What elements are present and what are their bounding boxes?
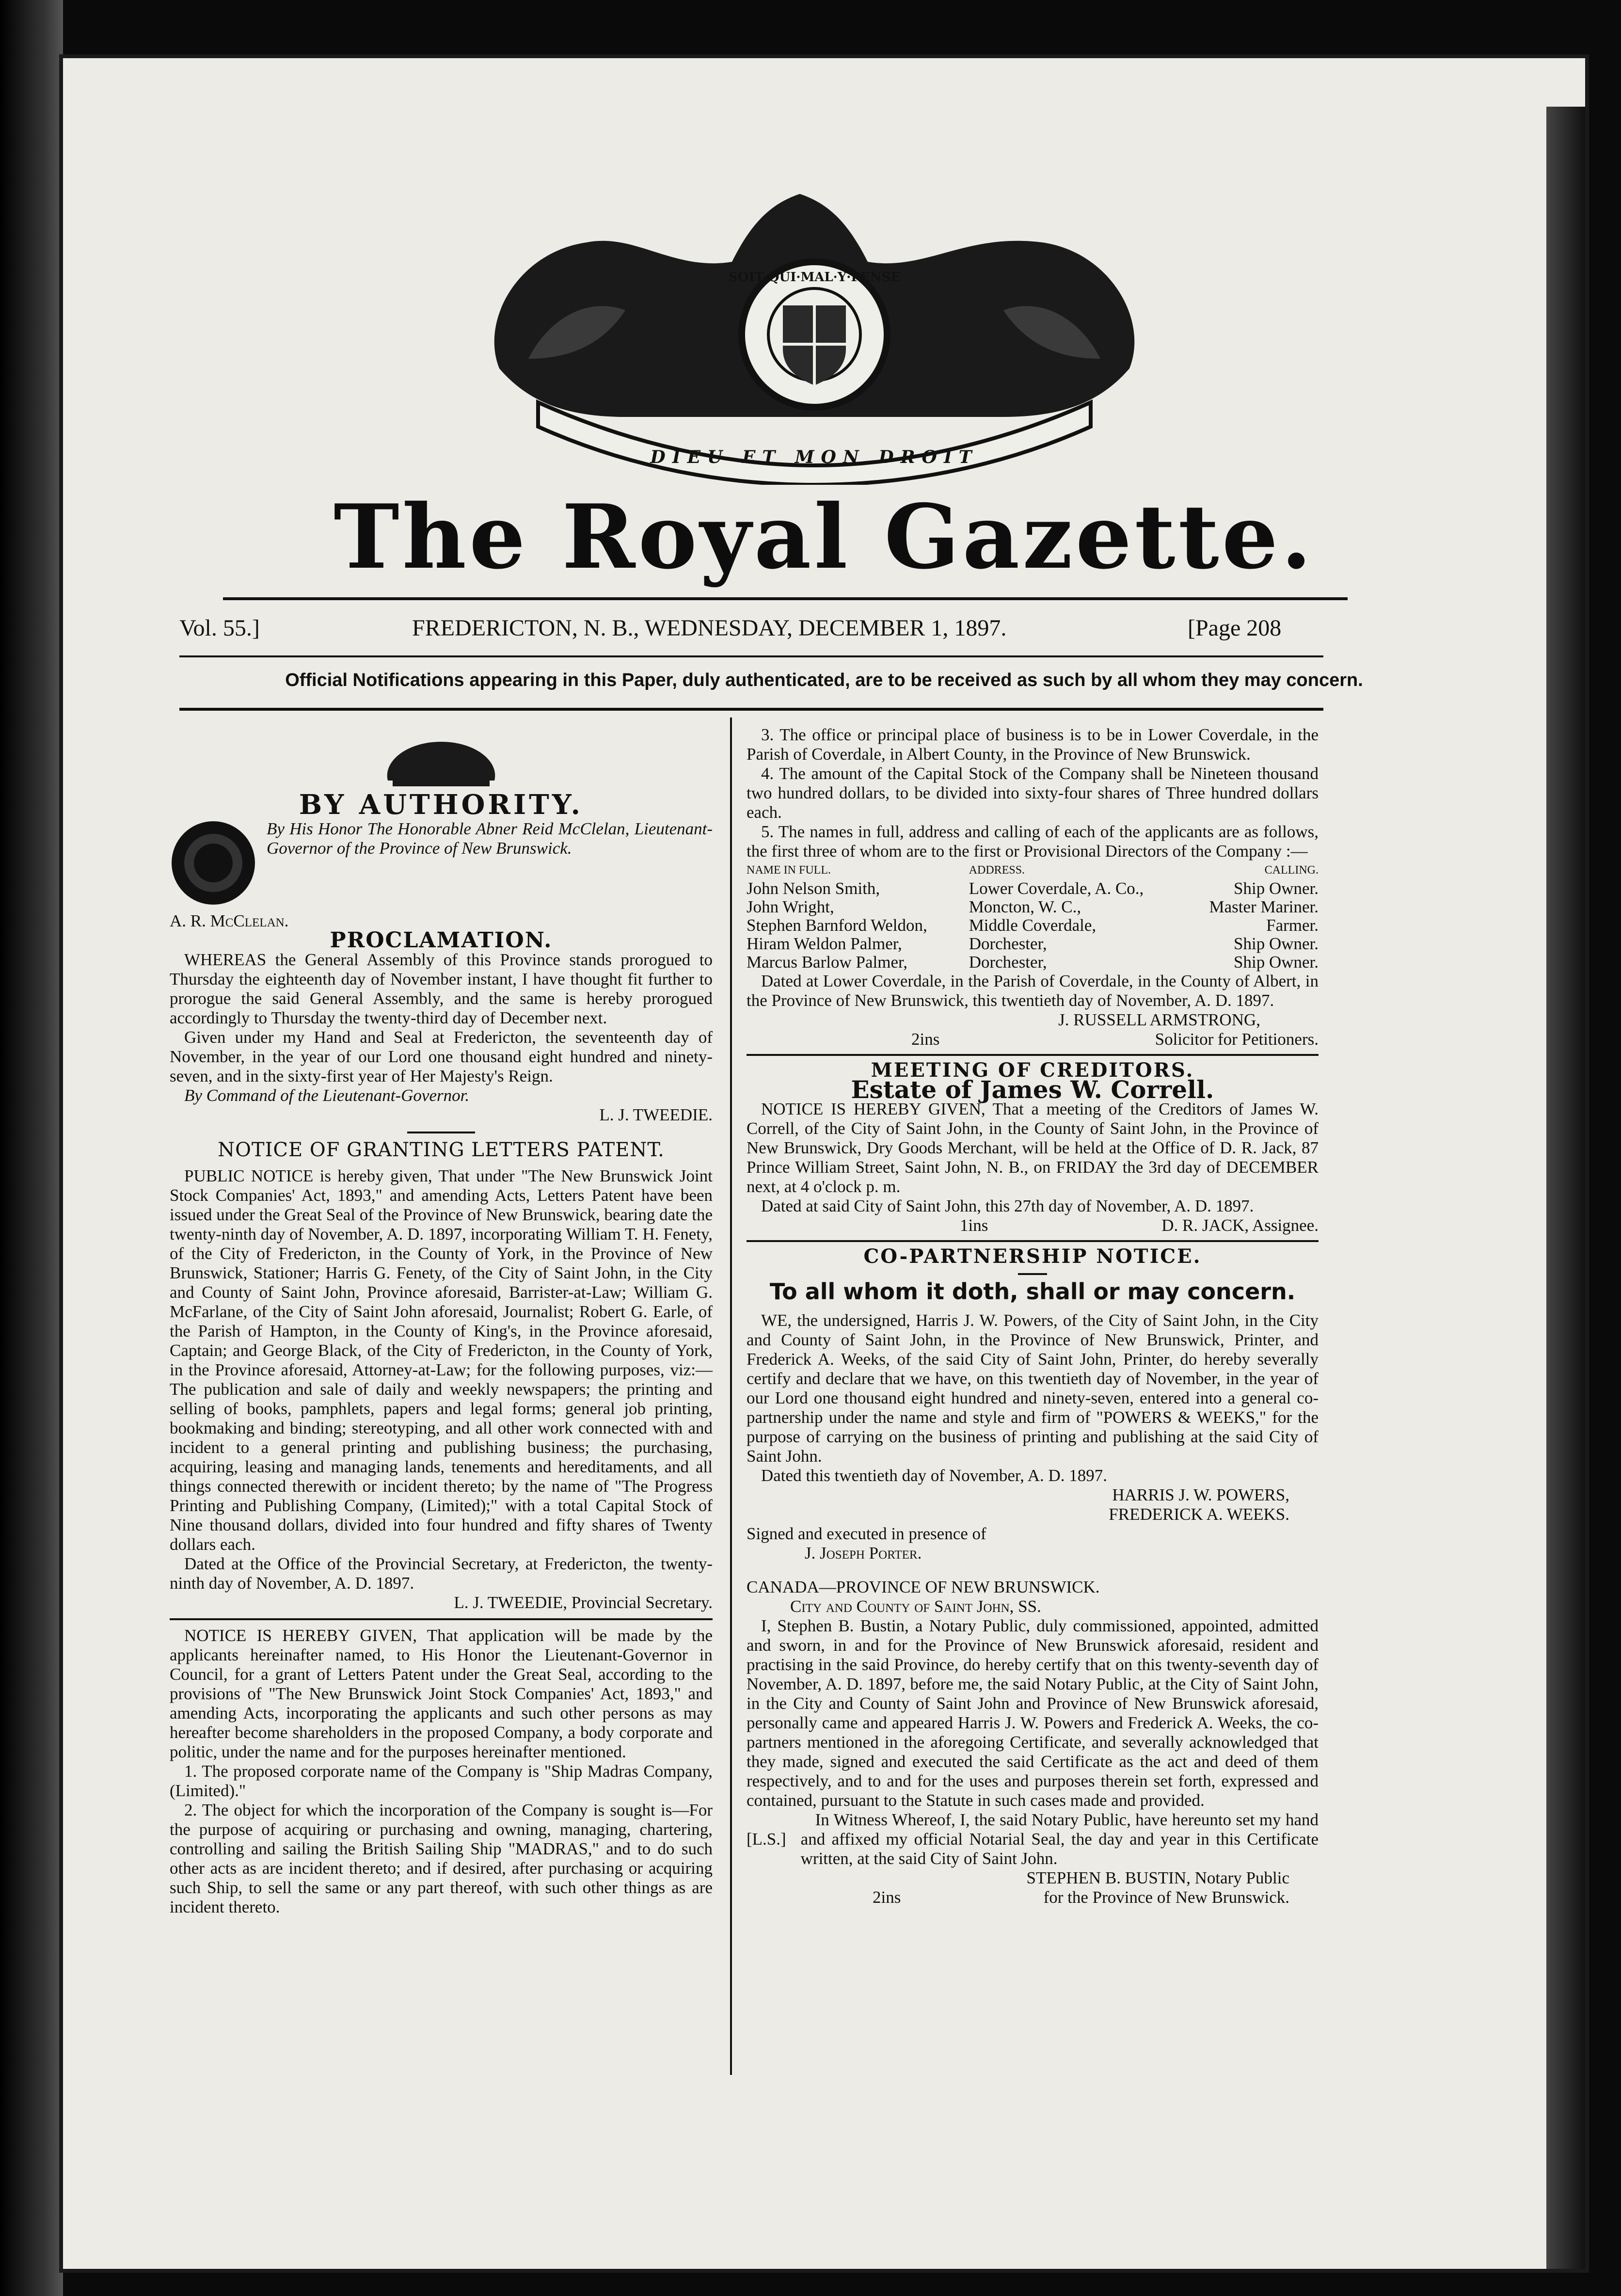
section-divider [1018, 1273, 1047, 1275]
table-cell: Marcus Barlow Palmer, [747, 953, 907, 972]
garter-motto: SOIT·QUI·MAL·Y·PENSE [728, 270, 901, 285]
applicants-table [747, 861, 1319, 972]
table-cell: Dorchester, [969, 953, 1047, 972]
ribbon-motto: DIEU ET MON DROIT [650, 447, 979, 467]
application-item-2: 2. The object for which the incorporation of the Company is sought is—For the purpose of acquiring or purchasing and owning, managing, chartering, controlling and sailing the British Sailing Ship "MADRAS," and to do such other acts as are incident thereto; and if desired, after purchasing or acquiring such Ship, to sell the same or any part thereof, with such other things as are incident thereto. [170, 1801, 713, 1916]
letters-patent-dated: Dated at the Office of the Provincial Secretary, at Fredericton, the twenty-ninth day of November, A. D. 1897. [170, 1554, 713, 1593]
book-binding [0, 0, 63, 2296]
table-cell: Middle Coverdale, [969, 916, 1097, 935]
official-seal-icon [170, 819, 257, 907]
copartnership-dated: Dated this twentieth day of November, A. D. 1897. [761, 1466, 1108, 1485]
header-rule-top [223, 597, 1348, 600]
copartnership-heading: CO-PARTNERSHIP NOTICE. [863, 1245, 1202, 1268]
application-item-5: 5. The names in full, address and calling of each of the applicants are as follows, the first three of whom are to the first or Provisional Directors of the Company :— [747, 822, 1319, 861]
insertions-count: 2ins [873, 1888, 901, 1907]
by-authority-heading: BY AUTHORITY. [299, 789, 584, 821]
notary-province: for the Province of New Brunswick. [1043, 1888, 1289, 1907]
left-column [170, 732, 713, 1917]
application-item-3: 3. The office or principal place of business is to be in Lower Coverdale, in the Parish of Coverdale, in Albert County, in the Province of New Brunswick. [747, 725, 1319, 764]
provincial-secretary-signature: L. J. TWEEDIE, Provincial Secretary. [454, 1593, 713, 1612]
lieutenant-governor-line: By His Honor The Honorable Abner Reid McClelan, Lieutenant-Governor of the Province of New Brunswick. [267, 819, 713, 858]
in-witness-text: In Witness Whereof, I, the said Notary Public, have hereunto set my hand and affixed my official Notarial Seal, the day and year in this Certificate written, at the said City of Saint John. [800, 1810, 1319, 1868]
header-rule-bottom [179, 708, 1323, 711]
table-row [747, 953, 1319, 972]
column-divider [730, 718, 732, 2075]
tweedie-signature: L. J. TWEEDIE. [599, 1105, 713, 1124]
table-cell: Ship Owner. [1234, 934, 1319, 953]
witness-porter: J. Joseph Porter. [805, 1544, 922, 1563]
volume-number: Vol. 55.] [179, 615, 260, 641]
section-rule [747, 1240, 1319, 1242]
royal-coat-of-arms-icon [461, 175, 1168, 485]
powers-signature: HARRIS J. W. POWERS, [1112, 1485, 1289, 1504]
application-notice-text: NOTICE IS HEREBY GIVEN, That application will be made by the applicants hereinafter named, to His Honor the Lieutenant-Governor in Council, for a grant of Letters Patent under the Great Seal, according to the provisions of "The New Brunswick Joint Stock Companies' Act, 1893," and amending Acts, incorporating the applicants and such other persons as may hereafter become shareholders in the proposed Company, a body corporate and politic, under the name and for the purposes hereinafter mentioned. [170, 1626, 713, 1761]
page-number: [Page 208 [1188, 615, 1282, 641]
table-cell: John Wright, [747, 897, 834, 916]
creditors-dated: Dated at said City of Saint John, this 27th day of November, A. D. 1897. [761, 1196, 1254, 1215]
by-command: By Command of the Lieutenant-Governor. [184, 1086, 470, 1105]
proclamation-text: WHEREAS the General Assembly of this Province stands prorogued to Thursday the eighteenth day of November instant, I have thought fit further to prorogue the said General Assembly, and the same is hereby prorogued accordingly to Thursday the twenty-third day of December next. [170, 950, 713, 1027]
crown-emblem-icon [378, 732, 504, 790]
table-cell: Master Mariner. [1209, 897, 1319, 916]
estate-heading: Estate of James W. Correll. [851, 1075, 1214, 1104]
legal-seal-mark: [L.S.] [747, 1830, 786, 1849]
page-edge [1546, 107, 1585, 2269]
table-cell: Moncton, W. C., [969, 897, 1081, 916]
section-rule [747, 1054, 1319, 1056]
letters-patent-heading: NOTICE OF GRANTING LETTERS PATENT. [218, 1139, 665, 1161]
letters-patent-text: PUBLIC NOTICE is hereby given, That under "The New Brunswick Joint Stock Companies' Act, 1893," and amending Acts, Letters Patent have been issued under the Great Seal of the Province of New Brunswick, bearing date the twenty-ninth day of November, A. D. 1897, incorporating William T. H. Fenety, of the City of Fredericton, in the County of York, in the Province of New Brunswick, Stationer; Harris G. Fenety, of the City of Saint John, in the City and County of Saint John, Province aforesaid, Barrister-at-Law; William G. McFarlane, of the City of Saint John aforesaid, Journalist; Robert G. Earle, of the Parish of Hampton, in the County of King's, in the Province aforesaid, Captain; and George Black, of the City of Fredericton, in the County of York, in the Province aforesaid, Attorney-at-Law; for the following purposes, viz:—The publication and sale of daily and weekly newspapers; the printing and selling of books, pamphlets, papers and legal forms; general job printing, bookmaking and binding; stereotyping, and all other work connected with and incident to a general printing and publishing business; the purchasing, acquiring, leasing and managing lands, tenements and hereditaments, and all things connected therewith or incident thereto; by the name of "The Progress Printing and Publishing Company, (Limited);" with a total Capital Stock of Nine thousand dollars, divided into four hundred and fifty shares of Twenty dollars each. [170, 1166, 713, 1554]
table-header: NAME IN FULL. [747, 864, 831, 877]
table-header: CALLING. [1264, 864, 1319, 877]
table-cell: John Nelson Smith, [747, 879, 880, 898]
canada-province-heading: CANADA—PROVINCE OF NEW BRUNSWICK. [747, 1578, 1100, 1596]
copartnership-text: WE, the undersigned, Harris J. W. Powers, of the City of Saint John, in the City and County of Saint John, in the Province of New Brunswick, Printer, and Frederick A. Weeks, of the said City of Saint John, Printer, do hereby severally certify and declare that we have, on this twentieth day of November, in the year of our Lord one thousand eight hundred and ninety-seven, entered into a general co-partnership under the name and style and firm of "POWERS & WEEKS," for the purpose of carrying on the business of printing and publishing at the said City of Saint John. [747, 1311, 1319, 1466]
insertions-count: 1ins [960, 1216, 988, 1235]
notary-certificate-text: I, Stephen B. Bustin, a Notary Public, duly commissioned, appointed, admitted and sworn, in and for the Province of New Brunswick aforesaid, resident and practising in the said Province, do hereby certify that on this twenty-seventh day of November, A. D. 1897, before me, the said Notary Public, at the City of Saint John, in the City and County of Saint John and Province of New Brunswick aforesaid, personally came and appeared Harris J. W. Powers and Frederick A. Weeks, the co-partners mentioned in the aforegoing Certificate, and severally acknowledged that they made, signed and executed the said Certificate as the act and deed of them respectively, and to and for the uses and purposes therein set forth, expressed and contained, pursuant to the Statute in such cases made and provided. [747, 1616, 1319, 1810]
table-cell: Dorchester, [969, 934, 1047, 953]
table-cell: Ship Owner. [1234, 879, 1319, 898]
table-cell: Farmer. [1266, 916, 1319, 935]
application-item-1: 1. The proposed corporate name of the Company is "Ship Madras Company, (Limited)." [170, 1762, 713, 1800]
solicitor-title: Solicitor for Petitioners. [1155, 1030, 1319, 1049]
section-divider [407, 1132, 475, 1133]
concern-heading: To all whom it doth, shall or may concern. [769, 1278, 1296, 1305]
table-cell: Hiram Weldon Palmer, [747, 934, 902, 953]
gazette-page [63, 58, 1585, 2269]
table-row [747, 879, 1319, 898]
table-row [747, 898, 1319, 916]
proclamation-heading: PROCLAMATION. [330, 928, 553, 953]
dateline: FREDERICTON, N. B., WEDNESDAY, DECEMBER 1, 1897. [412, 615, 1007, 641]
header-rule-mid [179, 655, 1323, 657]
city-county-line: City and County of Saint John, SS. [790, 1597, 1041, 1616]
application-item-4: 4. The amount of the Capital Stock of the Company shall be Nineteen thousand two hundred dollars, to be divided into sixty-four shares of Three hundred dollars each. [747, 764, 1319, 822]
armstrong-signature: J. RUSSELL ARMSTRONG, [1058, 1010, 1260, 1029]
table-header: ADDRESS. [969, 864, 1025, 877]
table-cell: Ship Owner. [1234, 953, 1319, 972]
weeks-signature: FREDERICK A. WEEKS. [1109, 1505, 1289, 1524]
creditors-notice-text: NOTICE IS HEREBY GIVEN, That a meeting of the Creditors of James W. Correll, of the City of Saint John, in the County of Saint John, in the Province of New Brunswick, Dry Goods Merchant, will be held at the Office of D. R. Jack, 87 Prince William Street, Saint John, N. B., on FRIDAY the 3rd day of DECEMBER next, at 4 o'clock p. m. [747, 1100, 1319, 1196]
notary-signature: STEPHEN B. BUSTIN, Notary Public [1026, 1868, 1289, 1887]
table-row [747, 916, 1319, 935]
signed-in-presence: Signed and executed in presence of [747, 1524, 986, 1543]
newspaper-title: The Royal Gazette. [334, 485, 1315, 589]
proclamation-given: Given under my Hand and Seal at Fredericton, the seventeenth day of November, in the year of our Lord one thousand eight hundred and ninety-seven, and in the sixty-first year of Her Majesty's Reign. [170, 1028, 713, 1085]
meeting-of-creditors-heading: MEETING OF CREDITORS. [871, 1059, 1194, 1082]
official-notice: Official Notifications appearing in this Paper, duly authenticated, are to be received as such by all whom they may concern. [285, 670, 1363, 690]
section-rule [170, 1618, 713, 1620]
right-column [747, 725, 1319, 1907]
insertions-count: 2ins [911, 1030, 940, 1049]
table-cell: Stephen Barnford Weldon, [747, 916, 927, 935]
assignee-signature: D. R. JACK, Assignee. [1161, 1216, 1319, 1235]
governor-signer: A. R. McClelan. [170, 911, 289, 930]
table-row [747, 935, 1319, 953]
table-cell: Lower Coverdale, A. Co., [969, 879, 1144, 898]
application-dated: Dated at Lower Coverdale, in the Parish of Coverdale, in the County of Albert, in the Province of New Brunswick, this twentieth day of November, A. D. 1897. [747, 972, 1319, 1010]
